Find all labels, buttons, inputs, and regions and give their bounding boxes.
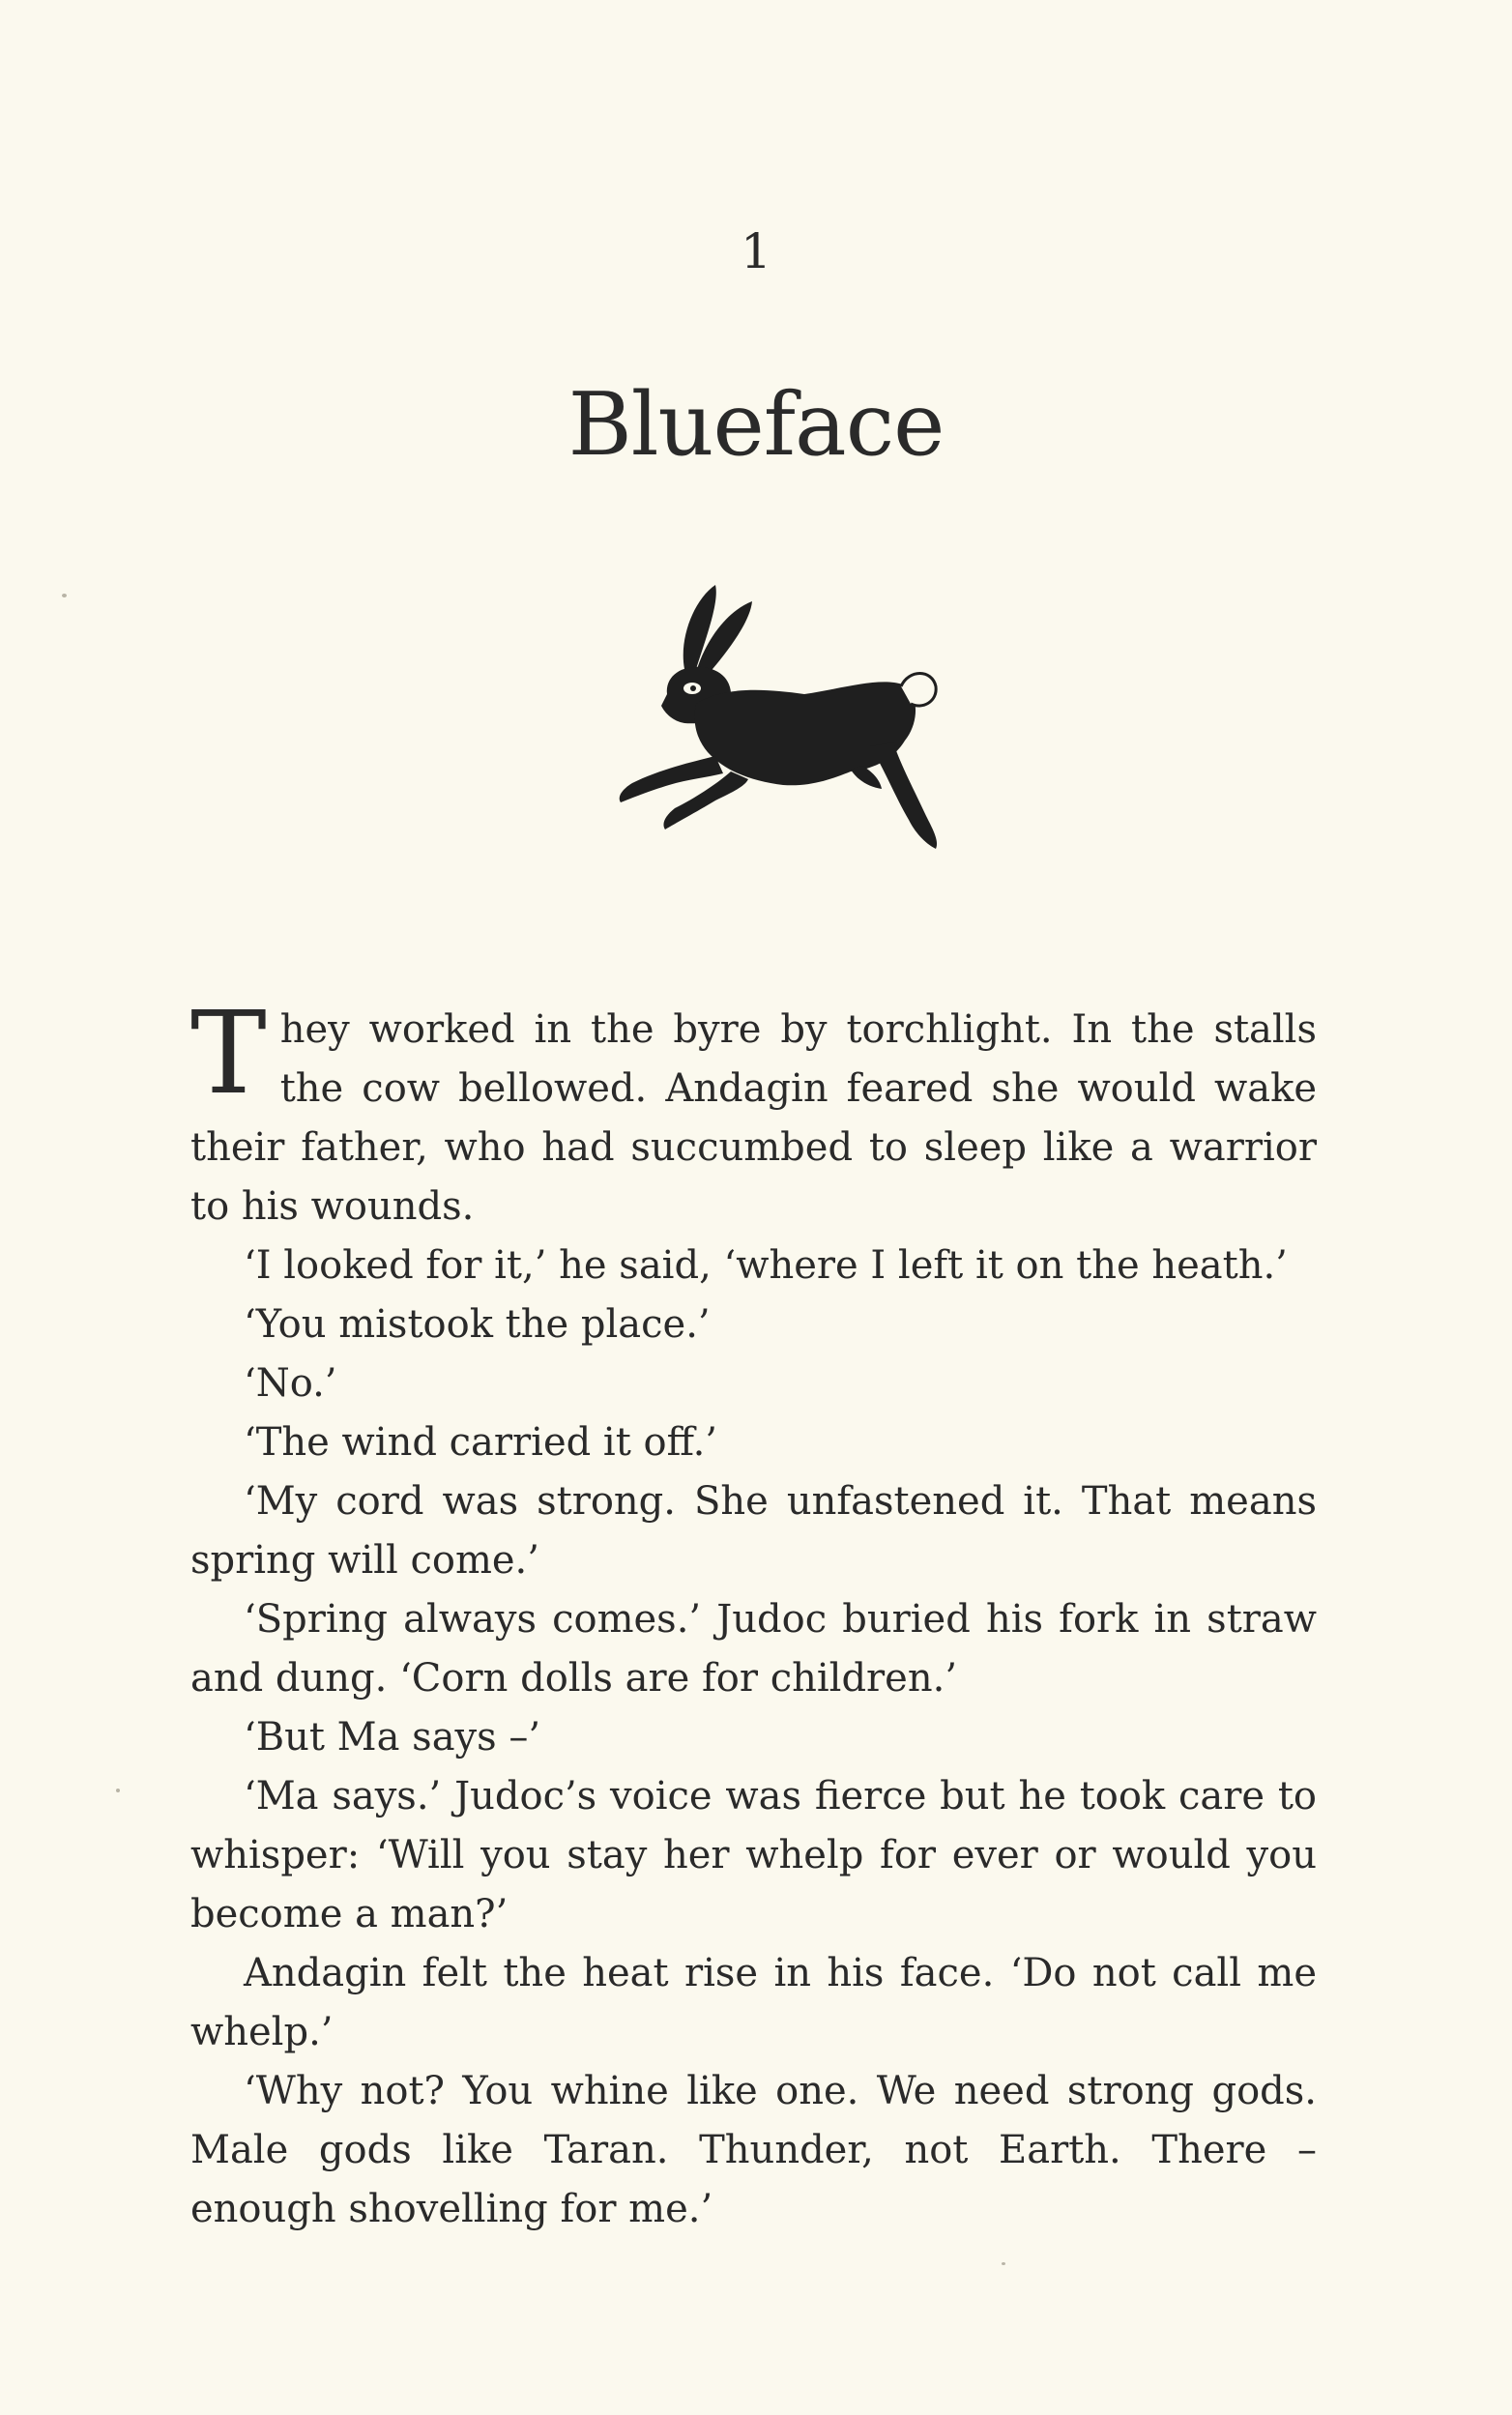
chapter-title: Blueface: [567, 374, 945, 476]
paragraph: ‘Ma says.’ Judoc’s voice was fierce but he took care to whisper: ‘Will you stay her whelp for ever or would you become a man?’: [190, 1774, 1317, 1936]
paragraph: [190, 986, 1317, 1237]
paragraph: ‘Why not? You whine like one. We need strong gods. Male gods like Taran. Thunder, not Earth. There – enough shovelling for me.’: [190, 2069, 1317, 2231]
paragraph: Andagin felt the heat rise in his face. ‘Do not call me whelp.’: [190, 1951, 1317, 2054]
paper-speck: [1002, 2262, 1005, 2265]
paragraph: ‘But Ma says –’: [244, 1715, 541, 1760]
paper-speck: [116, 1789, 120, 1792]
paragraph: ‘You mistook the place.’: [244, 1302, 711, 1347]
paragraph: ‘My cord was strong. She unfastened it. That means spring will come.’: [190, 1479, 1317, 1583]
leaping-hare-icon: [561, 580, 947, 870]
paragraph-text: hey worked in the byre by torchlight. In the stalls the cow bellowed. Andagin feared she would wake their father, who had succumbed to sleep like a warrior to his wounds.: [190, 1007, 1317, 1229]
paragraph: ‘No.’: [244, 1361, 337, 1406]
drop-cap: T: [190, 986, 267, 1120]
paper-speck: [62, 594, 67, 597]
chapter-number: 1: [741, 223, 771, 279]
paragraph: ‘Spring always comes.’ Judoc buried his fork in straw and dung. ‘Corn dolls are for children.’: [190, 1597, 1317, 1701]
chapter-body: [190, 986, 1317, 2239]
paragraph: ‘I looked for it,’ he said, ‘where I left it on the heath.’: [244, 1243, 1288, 1288]
paragraph: ‘The wind carried it off.’: [244, 1420, 718, 1465]
